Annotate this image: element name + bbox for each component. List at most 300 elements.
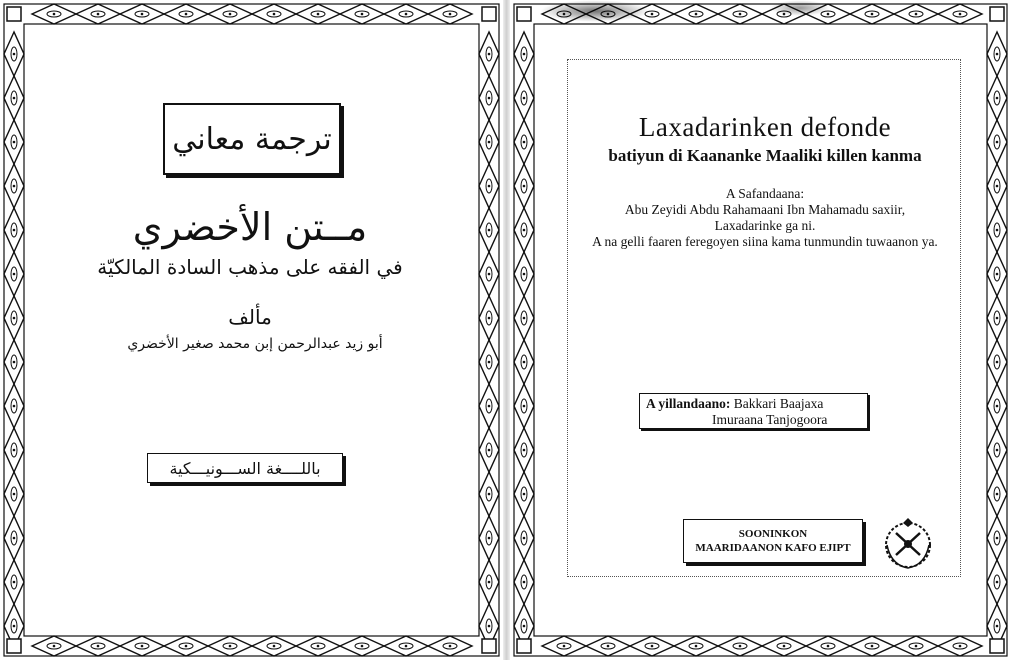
border-dot: [405, 13, 408, 16]
border-eye: [91, 11, 105, 17]
border-diamond: [479, 296, 499, 340]
border-dot: [959, 13, 962, 16]
border-diamond: [479, 560, 499, 604]
border-dot: [488, 449, 491, 452]
border-dot: [488, 97, 491, 100]
border-dot: [13, 273, 16, 276]
border-eye: [521, 575, 527, 589]
border-diamond: [987, 252, 1007, 296]
border-dot: [915, 645, 918, 648]
border-eye: [311, 643, 325, 649]
border-diamond: [987, 604, 1007, 648]
framed-title: ترجمة معاني: [172, 121, 332, 157]
border-eye: [909, 643, 923, 649]
border-diamond: [514, 208, 534, 252]
border-diamond: [987, 384, 1007, 428]
border-diamond: [938, 4, 982, 24]
border-dot: [273, 13, 276, 16]
border-eye: [521, 135, 527, 149]
border-eye: [521, 531, 527, 545]
border-dot: [996, 537, 999, 540]
border-dot: [915, 13, 918, 16]
subtitle: في الفقه على مذهب السادة المالكيّة: [97, 255, 403, 279]
border-diamond: [514, 120, 534, 164]
translator-name: Bakkari Baajaxa: [733, 396, 824, 411]
border-eye: [11, 311, 17, 325]
border-diamond: [987, 428, 1007, 472]
border-dot: [488, 141, 491, 144]
border-dot: [488, 537, 491, 540]
border-dot: [185, 645, 188, 648]
ornamental-border-left: [0, 0, 503, 660]
border-diamond: [514, 472, 534, 516]
border-diamond: [514, 516, 534, 560]
border-diamond: [479, 340, 499, 384]
border-diamond: [428, 4, 472, 24]
border-dot: [13, 449, 16, 452]
border-diamond: [208, 636, 252, 656]
border-diamond: [252, 636, 296, 656]
border-eye: [11, 487, 17, 501]
border-diamond: [718, 4, 762, 24]
border-diamond: [894, 4, 938, 24]
book-gutter: [503, 0, 510, 660]
border-diamond: [479, 516, 499, 560]
border-dot: [317, 645, 320, 648]
border-diamond: [479, 164, 499, 208]
border-eye: [399, 643, 413, 649]
border-diamond: [384, 4, 428, 24]
border-eye: [521, 179, 527, 193]
credits-line: A Safandaana:: [725, 186, 805, 201]
border-diamond: [32, 636, 76, 656]
border-diamond: [514, 560, 534, 604]
border-dot: [996, 581, 999, 584]
border-dot: [996, 493, 999, 496]
border-diamond: [987, 164, 1007, 208]
publisher-line: SOONINKON: [738, 528, 808, 540]
border-eye: [267, 11, 281, 17]
border-eye: [953, 11, 967, 17]
border-eye: [47, 643, 61, 649]
border-eye: [994, 223, 1000, 237]
scan-smudge: [770, 0, 830, 16]
border-eye: [355, 643, 369, 649]
border-dot: [996, 317, 999, 320]
border-dot: [996, 185, 999, 188]
border-dot: [449, 13, 452, 16]
border-corner: [990, 7, 1004, 21]
border-eye: [777, 643, 791, 649]
border-eye: [11, 223, 17, 237]
border-dot: [13, 185, 16, 188]
border-eye: [994, 355, 1000, 369]
border-diamond: [630, 636, 674, 656]
border-dot: [871, 13, 874, 16]
border-dot: [229, 13, 232, 16]
border-dot: [13, 141, 16, 144]
border-diamond: [987, 296, 1007, 340]
border-eye: [521, 223, 527, 237]
border-diamond: [586, 636, 630, 656]
publisher-line: MAARIDAANON KAFO EJIPT: [695, 542, 851, 554]
border-dot: [523, 97, 526, 100]
border-dot: [488, 493, 491, 496]
border-eye: [521, 443, 527, 457]
border-eye: [399, 11, 413, 17]
border-eye: [994, 619, 1000, 633]
border-diamond: [674, 636, 718, 656]
border-dot: [523, 493, 526, 496]
border-diamond: [514, 340, 534, 384]
border-eye: [909, 11, 923, 17]
border-eye: [486, 399, 492, 413]
border-diamond: [4, 428, 24, 472]
border-eye: [994, 575, 1000, 589]
border-dot: [97, 13, 100, 16]
page-subtitle: batiyun di Kaananke Maaliki killen kanma: [608, 146, 922, 165]
border-diamond: [987, 32, 1007, 76]
border-eye: [994, 267, 1000, 281]
border-diamond: [384, 636, 428, 656]
border-eye: [179, 643, 193, 649]
left-page: [0, 0, 503, 660]
border-eye: [994, 531, 1000, 545]
border-diamond: [4, 32, 24, 76]
border-diamond: [4, 340, 24, 384]
border-dot: [488, 625, 491, 628]
border-eye: [645, 643, 659, 649]
border-dot: [523, 361, 526, 364]
credits-block: [560, 186, 970, 250]
border-dot: [996, 53, 999, 56]
border-corner: [7, 639, 21, 653]
border-eye: [521, 355, 527, 369]
border-dot: [523, 405, 526, 408]
translators-box: [639, 393, 868, 429]
border-eye: [47, 11, 61, 17]
border-diamond: [514, 32, 534, 76]
border-eye: [821, 643, 835, 649]
border-diamond: [514, 428, 534, 472]
border-eye: [689, 11, 703, 17]
border-diamond: [674, 4, 718, 24]
border-diamond: [4, 472, 24, 516]
border-dot: [229, 645, 232, 648]
border-dot: [996, 405, 999, 408]
border-diamond: [479, 252, 499, 296]
border-diamond: [987, 120, 1007, 164]
border-eye: [994, 443, 1000, 457]
border-dot: [185, 13, 188, 16]
border-eye: [11, 47, 17, 61]
border-diamond: [479, 472, 499, 516]
border-diamond: [514, 604, 534, 648]
border-eye: [443, 11, 457, 17]
border-diamond: [850, 636, 894, 656]
border-diamond: [542, 636, 586, 656]
scan-smudge: [540, 0, 650, 22]
border-diamond: [4, 164, 24, 208]
border-diamond: [428, 636, 472, 656]
border-eye: [135, 643, 149, 649]
border-eye: [11, 531, 17, 545]
border-eye: [11, 355, 17, 369]
border-diamond: [514, 164, 534, 208]
border-diamond: [4, 560, 24, 604]
border-corner: [7, 7, 21, 21]
border-diamond: [120, 4, 164, 24]
border-eye: [223, 11, 237, 17]
border-dot: [13, 625, 16, 628]
publisher-box: [683, 519, 863, 563]
border-diamond: [514, 76, 534, 120]
border-dot: [53, 13, 56, 16]
border-eye: [486, 531, 492, 545]
border-diamond: [296, 4, 340, 24]
border-diamond: [32, 4, 76, 24]
border-dot: [523, 625, 526, 628]
border-dot: [959, 645, 962, 648]
border-corner: [990, 639, 1004, 653]
border-eye: [557, 643, 571, 649]
border-diamond: [850, 4, 894, 24]
border-eye: [91, 643, 105, 649]
border-dot: [488, 53, 491, 56]
border-dot: [13, 317, 16, 320]
border-eye: [486, 267, 492, 281]
border-eye: [11, 443, 17, 457]
border-dot: [739, 13, 742, 16]
border-diamond: [164, 4, 208, 24]
border-diamond: [987, 472, 1007, 516]
border-dot: [607, 645, 610, 648]
border-dot: [996, 361, 999, 364]
border-dot: [651, 645, 654, 648]
border-dot: [523, 53, 526, 56]
border-dot: [13, 537, 16, 540]
border-eye: [865, 11, 879, 17]
border-eye: [11, 399, 17, 413]
border-dot: [273, 645, 276, 648]
border-dot: [695, 645, 698, 648]
border-diamond: [4, 76, 24, 120]
border-dot: [488, 273, 491, 276]
border-dot: [996, 449, 999, 452]
border-eye: [486, 223, 492, 237]
border-diamond: [987, 208, 1007, 252]
border-corner: [517, 639, 531, 653]
border-eye: [486, 311, 492, 325]
border-dot: [996, 625, 999, 628]
border-diamond: [4, 516, 24, 560]
border-diamond: [762, 636, 806, 656]
border-dot: [523, 141, 526, 144]
border-dot: [13, 493, 16, 496]
border-diamond: [208, 4, 252, 24]
border-eye: [521, 619, 527, 633]
border-eye: [521, 399, 527, 413]
border-eye: [355, 11, 369, 17]
border-diamond: [76, 636, 120, 656]
border-diamond: [806, 636, 850, 656]
translators-label: A yillandaano:: [646, 396, 731, 411]
border-dot: [996, 229, 999, 232]
border-corner: [517, 7, 531, 21]
border-eye: [11, 575, 17, 589]
border-diamond: [987, 340, 1007, 384]
border-dot: [13, 405, 16, 408]
border-dot: [651, 13, 654, 16]
border-diamond: [340, 636, 384, 656]
border-dot: [488, 581, 491, 584]
border-eye: [994, 311, 1000, 325]
border-dot: [563, 645, 566, 648]
border-eye: [486, 355, 492, 369]
border-diamond: [987, 560, 1007, 604]
border-diamond: [76, 4, 120, 24]
border-dot: [13, 581, 16, 584]
border-dot: [13, 229, 16, 232]
border-eye: [521, 91, 527, 105]
border-diamond: [894, 636, 938, 656]
border-eye: [443, 643, 457, 649]
border-corner: [482, 7, 496, 21]
language-box: [147, 453, 343, 483]
border-dot: [141, 13, 144, 16]
border-eye: [521, 311, 527, 325]
border-eye: [223, 643, 237, 649]
border-rule: [4, 4, 499, 656]
framed-title-box: [163, 103, 341, 175]
border-diamond: [479, 604, 499, 648]
border-eye: [11, 179, 17, 193]
border-dot: [523, 317, 526, 320]
border-dot: [488, 317, 491, 320]
border-diamond: [164, 636, 208, 656]
border-eye: [11, 91, 17, 105]
border-eye: [994, 179, 1000, 193]
border-corner: [482, 639, 496, 653]
border-eye: [521, 267, 527, 281]
author-label: مألف: [228, 305, 272, 329]
main-title: مــتن الأخضري: [132, 205, 368, 249]
credits-line: Laxadarinke ga ni.: [714, 218, 816, 233]
border-dot: [523, 449, 526, 452]
border-dot: [13, 361, 16, 364]
border-diamond: [987, 76, 1007, 120]
border-dot: [53, 645, 56, 648]
language-label: باللــــغة الســـونيـــكية: [169, 458, 321, 478]
border-eye: [865, 643, 879, 649]
border-diamond: [479, 208, 499, 252]
border-eye: [733, 11, 747, 17]
border-diamond: [252, 4, 296, 24]
border-dot: [97, 645, 100, 648]
border-eye: [11, 135, 17, 149]
border-eye: [179, 11, 193, 17]
border-diamond: [4, 604, 24, 648]
border-eye: [11, 267, 17, 281]
border-eye: [135, 11, 149, 17]
border-eye: [521, 487, 527, 501]
border-eye: [486, 619, 492, 633]
border-dot: [141, 645, 144, 648]
author-name: أبو زيد عبدالرحمن إبن محمد صغير الأخضري: [127, 336, 383, 352]
border-dot: [361, 13, 364, 16]
border-dot: [996, 273, 999, 276]
border-dot: [449, 645, 452, 648]
border-diamond: [296, 636, 340, 656]
border-eye: [11, 619, 17, 633]
border-eye: [994, 399, 1000, 413]
page-title: Laxadarinken defonde: [638, 112, 892, 142]
border-diamond: [4, 208, 24, 252]
credits-line: Abu Zeyidi Abdu Rahamaani Ibn Mahamadu saxiir,: [624, 202, 906, 217]
border-dot: [827, 645, 830, 648]
translator-name: Imuraana Tanjogoora: [712, 412, 828, 427]
border-diamond: [514, 252, 534, 296]
border-dot: [488, 229, 491, 232]
border-dot: [13, 53, 16, 56]
border-diamond: [718, 636, 762, 656]
border-eye: [486, 135, 492, 149]
border-dot: [739, 645, 742, 648]
border-eye: [486, 47, 492, 61]
border-diamond: [938, 636, 982, 656]
border-diamond: [479, 120, 499, 164]
border-diamond: [4, 252, 24, 296]
border-diamond: [479, 428, 499, 472]
border-eye: [994, 487, 1000, 501]
border-diamond: [479, 76, 499, 120]
border-eye: [486, 575, 492, 589]
border-dot: [996, 141, 999, 144]
border-dot: [523, 537, 526, 540]
border-eye: [689, 643, 703, 649]
border-dot: [317, 13, 320, 16]
border-dot: [523, 273, 526, 276]
border-diamond: [340, 4, 384, 24]
border-eye: [486, 443, 492, 457]
border-eye: [994, 91, 1000, 105]
border-eye: [486, 179, 492, 193]
border-dot: [783, 645, 786, 648]
border-diamond: [4, 296, 24, 340]
border-dot: [695, 13, 698, 16]
border-dot: [361, 645, 364, 648]
border-dot: [871, 645, 874, 648]
border-eye: [521, 47, 527, 61]
border-dot: [523, 581, 526, 584]
border-eye: [953, 643, 967, 649]
credits-line: A na gelli faaren feregoyen siina kama tunmundin tuwaanon ya.: [592, 234, 938, 249]
border-diamond: [514, 296, 534, 340]
border-eye: [311, 11, 325, 17]
border-dot: [996, 97, 999, 100]
border-dot: [488, 361, 491, 364]
border-diamond: [479, 384, 499, 428]
border-eye: [601, 643, 615, 649]
border-diamond: [4, 384, 24, 428]
border-dot: [523, 229, 526, 232]
border-eye: [733, 643, 747, 649]
border-dot: [13, 97, 16, 100]
border-eye: [486, 91, 492, 105]
border-eye: [486, 487, 492, 501]
border-dot: [488, 185, 491, 188]
border-diamond: [120, 636, 164, 656]
